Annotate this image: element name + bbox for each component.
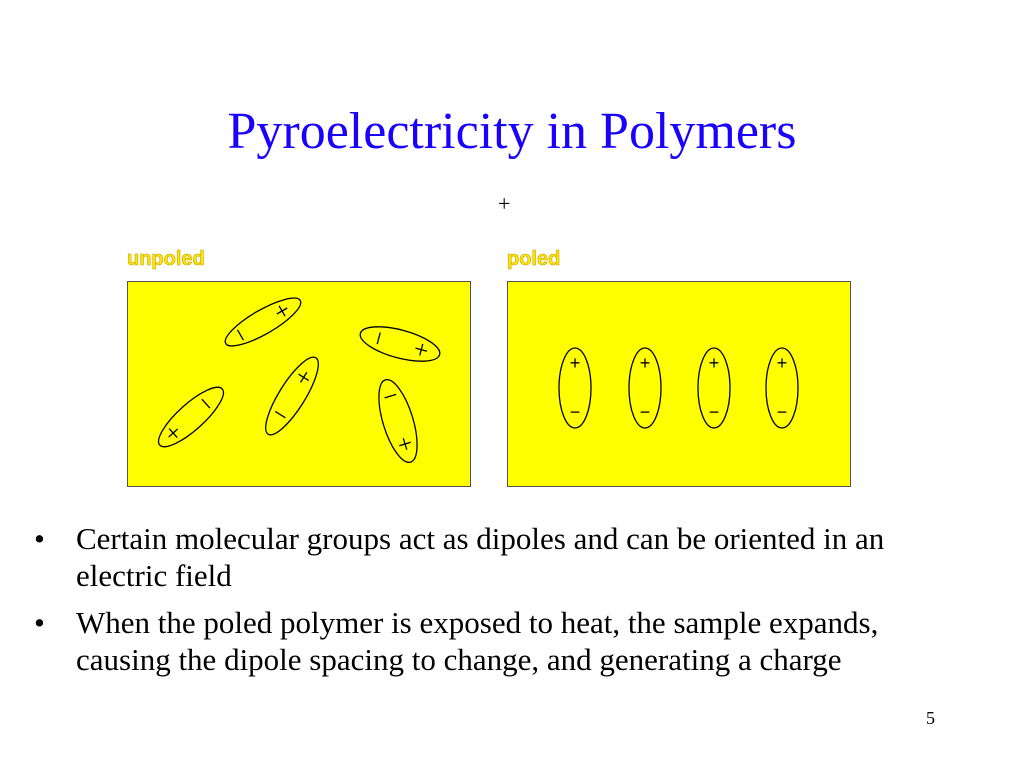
- positive-sign: +: [639, 353, 651, 373]
- negative-sign: −: [776, 402, 788, 422]
- poled-dipoles-figure: [508, 282, 852, 488]
- positive-sign: +: [776, 353, 788, 373]
- unpoled-dipole: [220, 290, 306, 354]
- positive-sign: +: [708, 353, 720, 373]
- negative-sign: −: [708, 402, 720, 422]
- negative-sign: −: [639, 402, 651, 422]
- slide-title: Pyroelectricity in Polymers: [227, 103, 797, 160]
- unpoled-dipoles-figure: [128, 282, 472, 488]
- poled-label: poled: [507, 248, 561, 270]
- unpoled-panel: [127, 281, 471, 487]
- bullet-text: Certain molecular groups act as dipoles and can be oriented in an electric field: [76, 521, 885, 593]
- positive-sign: +: [569, 353, 581, 373]
- plus-mark: +: [498, 191, 511, 216]
- bullet-list: [34, 520, 914, 688]
- unpoled-dipole: [371, 375, 425, 466]
- unpoled-dipole: [257, 351, 327, 441]
- poled-panel: [507, 281, 851, 487]
- bullet-item: [34, 604, 914, 678]
- unpoled-dipole: [151, 379, 231, 455]
- page-number: 5: [926, 708, 935, 728]
- unpoled-dipole: [357, 320, 443, 368]
- bullet-marker: •: [34, 521, 45, 556]
- negative-sign: −: [569, 402, 581, 422]
- bullet-item: [34, 520, 914, 594]
- bullet-marker: •: [34, 605, 45, 640]
- bullet-text: When the poled polymer is exposed to heat, the sample expands, causing the dipole spacing to change, and generating a charge: [76, 605, 879, 677]
- unpoled-label: unpoled: [127, 248, 205, 270]
